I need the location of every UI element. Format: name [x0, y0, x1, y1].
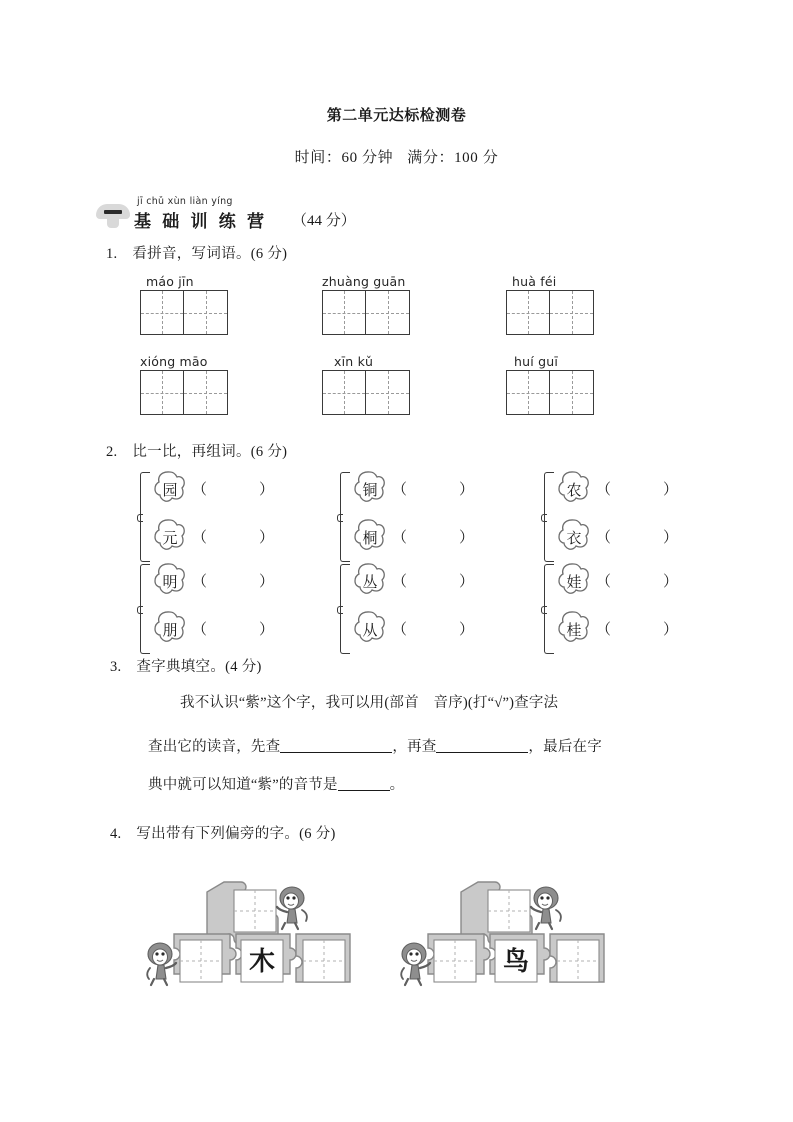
- brace-icon: [544, 472, 554, 562]
- compare-char: 铜: [362, 482, 378, 499]
- compare-row: [556, 516, 678, 556]
- section-title: 基 础 训 练 营: [134, 212, 268, 231]
- answer-blank[interactable]: （ ）: [596, 481, 679, 498]
- tianzige-cell[interactable]: [550, 371, 593, 414]
- flower-frame: [556, 610, 592, 646]
- compare-row: [556, 608, 678, 648]
- tianzige-cell[interactable]: [507, 371, 550, 414]
- page-title: 第二单元达标检测卷: [326, 108, 467, 124]
- compare-row: [352, 560, 474, 600]
- total-score-value: 100 分: [454, 150, 499, 166]
- puzzle-piece-radical: [236, 934, 296, 982]
- flower-frame: [556, 562, 592, 598]
- pinyin-label-2: zhuàng guān: [322, 274, 406, 289]
- compare-char: 衣: [566, 530, 582, 547]
- flower-frame: [556, 470, 592, 506]
- section-score: （44 分）: [292, 213, 356, 229]
- compare-row: [152, 468, 274, 508]
- compare-row: [152, 608, 274, 648]
- radical-char-wood: 木: [248, 947, 276, 976]
- flower-frame: [352, 470, 388, 506]
- answer-blank[interactable]: （ ）: [192, 481, 275, 498]
- question-4-text: 写出带有下列偏旁的字。(6 分): [136, 826, 336, 842]
- q3-line2-b: ，再查: [392, 739, 437, 755]
- tianzige-cell[interactable]: [323, 371, 366, 414]
- flower-frame: [352, 518, 388, 554]
- brace-icon: [544, 564, 554, 654]
- tianzige-group-3[interactable]: [506, 290, 594, 335]
- compare-row: [556, 468, 678, 508]
- answer-blank[interactable]: （ ）: [192, 529, 275, 546]
- brace-icon: [340, 564, 350, 654]
- compare-char: 农: [566, 482, 582, 499]
- flower-frame: [556, 518, 592, 554]
- tianzige-cell[interactable]: [184, 371, 227, 414]
- puzzle-illustration-wood: [146, 878, 356, 1003]
- compare-row: [556, 560, 678, 600]
- tianzige-cell[interactable]: [366, 291, 409, 334]
- flower-frame: [152, 562, 188, 598]
- puzzle-piece-radical: [490, 934, 550, 982]
- section-pinyin: jī chǔ xùn liàn yíng: [137, 196, 233, 207]
- answer-blank[interactable]: （ ）: [392, 481, 475, 498]
- compare-char: 从: [362, 622, 378, 639]
- answer-blank[interactable]: （ ）: [596, 529, 679, 546]
- section-marker-glyph: [104, 210, 122, 214]
- question-3-text: 查字典填空。(4 分): [136, 659, 262, 675]
- tianzige-cell[interactable]: [141, 291, 184, 334]
- brace-icon: [140, 564, 150, 654]
- compare-row: [352, 608, 474, 648]
- question-3-prompt: [110, 655, 262, 676]
- q3-line3-b: 。: [389, 777, 405, 793]
- flower-frame: [152, 518, 188, 554]
- monkey-icon-right: [531, 887, 561, 929]
- tianzige-cell[interactable]: [507, 291, 550, 334]
- flower-frame: [152, 470, 188, 506]
- flower-frame: [352, 610, 388, 646]
- tianzige-cell[interactable]: [184, 291, 227, 334]
- total-score-label: 满分：: [407, 150, 455, 166]
- answer-blank[interactable]: （ ）: [192, 573, 275, 590]
- answer-blank[interactable]: （ ）: [596, 621, 679, 638]
- pinyin-label-1: máo jīn: [146, 274, 194, 289]
- pinyin-label-4: xióng māo: [140, 354, 208, 369]
- answer-blank[interactable]: （ ）: [392, 573, 475, 590]
- tianzige-cell[interactable]: [141, 371, 184, 414]
- tianzige-cell[interactable]: [550, 291, 593, 334]
- question-3-number: 3.: [110, 659, 122, 675]
- q3-blank-3[interactable]: [338, 775, 390, 791]
- exam-meta: [0, 146, 793, 167]
- pinyin-label-6: huí guī: [514, 354, 559, 369]
- puzzle-piece-empty: [428, 934, 490, 982]
- tianzige-cell[interactable]: [323, 291, 366, 334]
- compare-row: [152, 516, 274, 556]
- tianzige-group-5[interactable]: [322, 370, 410, 415]
- radical-char-bird: 鸟: [502, 947, 530, 976]
- puzzle-illustration-bird: [400, 878, 610, 1003]
- question-4-number: 4.: [110, 826, 122, 842]
- tianzige-group-1[interactable]: [140, 290, 228, 335]
- question-1-prompt: [106, 242, 287, 263]
- time-value: 60 分钟: [341, 150, 394, 166]
- compare-row: [352, 468, 474, 508]
- answer-blank[interactable]: （ ）: [392, 621, 475, 638]
- q3-blank-1[interactable]: [280, 737, 392, 753]
- compare-char: 桂: [566, 622, 582, 639]
- monkey-icon-right: [277, 887, 307, 929]
- compare-char: 朋: [162, 622, 178, 639]
- puzzle-piece-empty: [296, 934, 350, 982]
- compare-char: 元: [162, 530, 178, 547]
- compare-char: 桐: [362, 530, 378, 547]
- tianzige-group-6[interactable]: [506, 370, 594, 415]
- question-4-prompt: [110, 822, 336, 843]
- tianzige-group-4[interactable]: [140, 370, 228, 415]
- compare-char: 娃: [566, 574, 582, 591]
- q3-line2-c: ，最后在字: [528, 739, 602, 755]
- time-label: 时间：: [294, 150, 342, 166]
- pinyin-label-5: xīn kǔ: [334, 354, 374, 369]
- q3-blank-2[interactable]: [436, 737, 528, 753]
- puzzle-piece-empty: [550, 934, 604, 982]
- compare-char: 园: [162, 482, 178, 499]
- q3-line2-a: 查出它的读音，先查: [148, 739, 281, 755]
- flower-frame: [152, 610, 188, 646]
- pinyin-label-3: huà féi: [512, 274, 557, 289]
- tianzige-group-2[interactable]: [322, 290, 410, 335]
- answer-blank[interactable]: （ ）: [596, 573, 679, 590]
- question-2-prompt: [106, 440, 287, 461]
- question-2-text: 比一比，再组词。(6 分): [132, 444, 288, 460]
- question-1-number: 1.: [106, 246, 118, 262]
- question-3-line-1: 我不认识“紫”这个字，我可以用(部首 音序)(打“√”)查字法: [180, 695, 559, 711]
- compare-row: [152, 560, 274, 600]
- monkey-icon-left: [401, 943, 430, 985]
- question-2-number: 2.: [106, 444, 118, 460]
- tianzige-cell[interactable]: [366, 371, 409, 414]
- monkey-icon-left: [147, 943, 176, 985]
- compare-char: 丛: [362, 574, 378, 591]
- q3-line3-a: 典中就可以知道“紫”的音节是: [148, 777, 338, 793]
- compare-char: 明: [162, 574, 178, 591]
- question-3-line-2: [148, 735, 602, 756]
- brace-icon: [340, 472, 350, 562]
- compare-row: [352, 516, 474, 556]
- flower-frame: [352, 562, 388, 598]
- brace-icon: [140, 472, 150, 562]
- question-3-line-3: [148, 773, 404, 794]
- question-1-text: 看拼音，写词语。(6 分): [132, 246, 288, 262]
- section-marker-badge: [96, 204, 130, 228]
- puzzle-piece-empty: [174, 934, 236, 982]
- answer-blank[interactable]: （ ）: [392, 529, 475, 546]
- answer-blank[interactable]: （ ）: [192, 621, 275, 638]
